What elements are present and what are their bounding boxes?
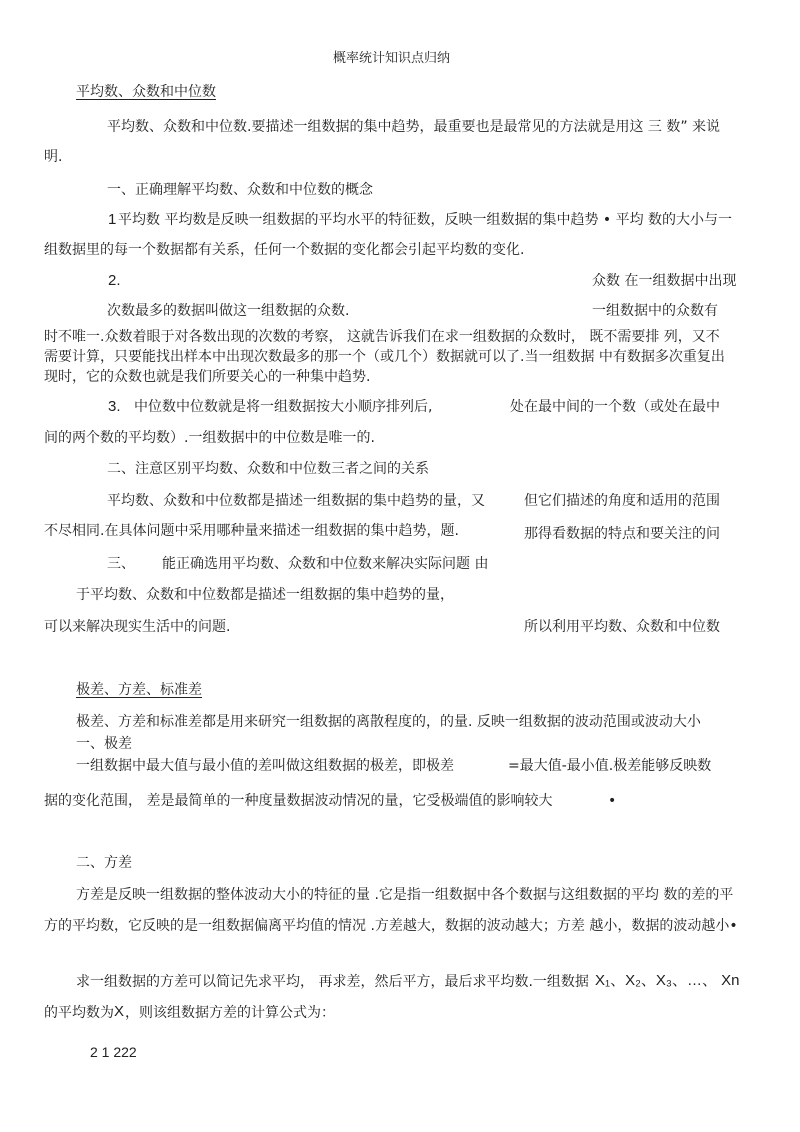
- item-number-3: 3.: [108, 398, 121, 415]
- variance-definition-line-2: 方的平均数，它反映的是一组数据偏离平均值的情况 .方差越大，数据的波动越大；方差 越小，数据的波动越小•: [44, 918, 738, 934]
- mode-definition-line-2: 次数最多的数据叫做这一组数据的众数.: [107, 303, 350, 319]
- paragraph-intro-line-2: 明.: [44, 149, 63, 165]
- mean-definition-line-1: 平均数 平均数是反映一组数据的平均水平的特征数，反映一组数据的集中趋势 • 平均 数的大小与一: [118, 212, 733, 228]
- subheading-practical-use: 能正确选用平均数、众数和中位数来解决实际问题 由: [162, 556, 489, 572]
- relationship-right-2: 那得看数据的特点和要关注的问: [524, 526, 720, 542]
- practical-use-right-2: 所以利用平均数、众数和中位数: [524, 619, 720, 635]
- paragraph-intro-line-1: 平均数、众数和中位数.要描述一组数据的集中趋势，最重要也是最常见的方法就是用这 三 数” 来说: [107, 119, 721, 135]
- variance-steps-line-2b: ，则该组数据方差的计算公式为：: [125, 1005, 335, 1021]
- mode-definition-line-5: 现时，它的众数也就是我们所要关心的一种集中趋势.: [44, 369, 371, 385]
- range-definition-line-1: 一组数据中最大值与最小值的差叫做这组数据的极差，即极差: [76, 758, 454, 774]
- variance-definition-line-1: 方差是反映一组数据的整体波动大小的特征的量 .它是指一组数据中各个数据与这组数据的平均 数的差的平: [76, 887, 734, 903]
- item-number-2: 2.: [108, 272, 121, 289]
- item-number-1: 1: [108, 211, 117, 228]
- mode-definition-line-4: 需要计算，只要能找出样本中出现次数最多的那一个（或几个）数据就可以了.当一组数据 中有数据多次重复出: [44, 349, 725, 365]
- subheading-number-3: 三、: [107, 556, 135, 572]
- page-title: 概率统计知识点归纳: [333, 51, 451, 66]
- variance-data-variables: X₁、X₂、X₃、…、 Xn: [595, 972, 740, 989]
- subheading-variance: 二、方差: [76, 855, 132, 871]
- section-heading-mean-mode-median: 平均数、众数和中位数: [76, 84, 216, 100]
- variance-steps-line-2a: 的平均数为: [44, 1005, 114, 1021]
- range-definition-dot: •: [608, 793, 617, 809]
- mean-variable: X: [114, 1003, 125, 1020]
- median-definition-line-2: 间的两个数的平均数）.一组数据中的中位数是唯一的.: [44, 430, 375, 446]
- median-definition-right-1: 处在最中间的一个数（或处在最中: [510, 399, 720, 415]
- subheading-concepts: 一、正确理解平均数、众数和中位数的概念: [107, 182, 373, 198]
- median-definition-line-1: 中位数中位数就是将一组数据按大小顺序排列后,: [134, 399, 433, 415]
- variance-formula-fragment: 2 1 222: [90, 1044, 137, 1060]
- mode-definition-line-3: 时不唯一.众数着眼于对各数出现的次数的考察， 这就告诉我们在求一组数据的众数时， 既不需要排 列，又不: [44, 329, 720, 345]
- relationship-line-1: 平均数、众数和中位数都是描述一组数据的集中趋势的量，又: [107, 493, 485, 509]
- dispersion-intro: 极差、方差和标准差都是用来研究一组数据的离散程度的，的量. 反映一组数据的波动范围或波动大小: [76, 714, 701, 730]
- subheading-relationship: 二、注意区别平均数、众数和中位数三者之间的关系: [107, 461, 429, 477]
- relationship-right-1: 但它们描述的角度和适用的范围: [524, 493, 720, 509]
- mode-definition-right-1: 众数 在一组数据中出现: [592, 273, 737, 289]
- practical-use-line-2: 可以来解决现实生活中的问题.: [44, 619, 231, 635]
- relationship-line-2: 不尽相同.在具体问题中采用哪种量来描述一组数据的集中趋势，题.: [44, 523, 459, 539]
- mode-definition-right-2: 一组数据中的众数有: [592, 303, 718, 319]
- range-definition-line-2: 据的变化范围， 差是最简单的一种度量数据波动情况的量，它受极端值的影响较大: [44, 793, 553, 809]
- section-heading-range-variance-std: 极差、方差、标准差: [76, 682, 202, 698]
- practical-use-line-1: 于平均数、众数和中位数都是描述一组数据的集中趋势的量，: [76, 587, 454, 603]
- variance-steps-line-1: 求一组数据的方差可以简记先求平均， 再求差，然后平方，最后求平均数.一组数据: [76, 974, 589, 990]
- mean-definition-line-2: 组数据里的每一个数据都有关系，任何一个数据的变化都会引起平均数的变化.: [44, 242, 525, 258]
- range-definition-right-1: =最大值-最小值.极差能够反映数: [508, 758, 712, 774]
- subheading-range: 一、极差: [76, 736, 132, 752]
